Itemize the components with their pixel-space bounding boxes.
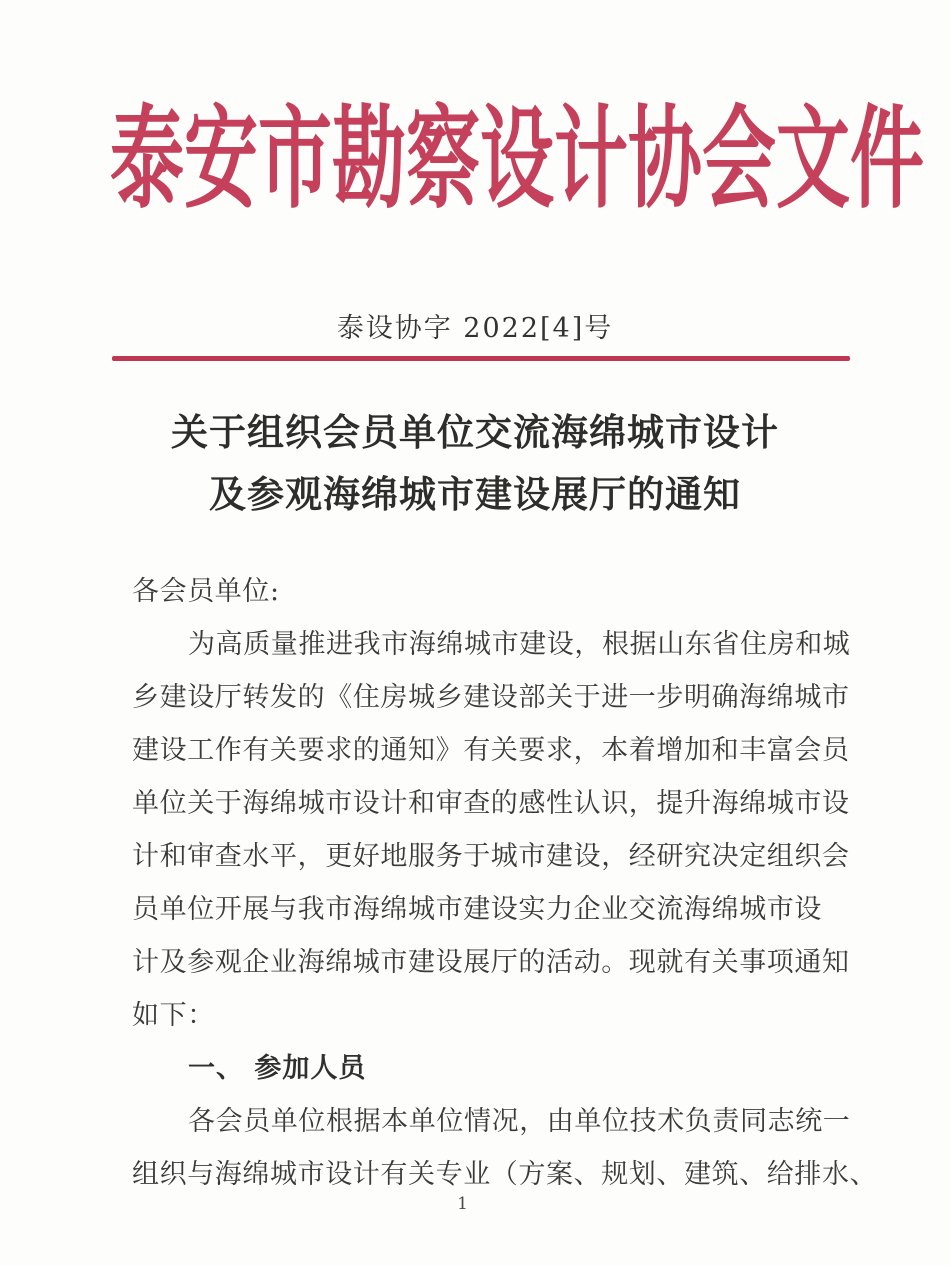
body-line: 建设工作有关要求的通知》有关要求，本着增加和丰富会员 [132, 735, 850, 766]
body-line: 为高质量推进我市海绵城市建设，根据山东省住房和城 [188, 629, 851, 660]
notice-title [0, 402, 950, 526]
body-line: 计和审查水平，更好地服务于城市建设，经研究决定组织会 [132, 841, 850, 872]
page-number: 1 [457, 1194, 468, 1214]
body-line: 计及参观企业海绵城市建设展厅的活动。现就有关事项通知 [132, 947, 850, 978]
document-masthead-title: 泰 安 市 勘 察 设 计 协 会 文 件 [110, 95, 924, 224]
body-line: 员单位开展与我市海绵城市建设实力企业交流海绵城市设 [132, 894, 822, 925]
body-line: 各会员单位根据本单位情况，由单位技术负责同志统一 [188, 1106, 851, 1137]
notice-body [132, 565, 878, 1201]
body-line: 如下： [132, 1000, 215, 1031]
red-separator-rule [112, 356, 850, 361]
salutation-line: 各会员单位: [132, 576, 280, 607]
notice-title-line-1: 关于组织会员单位交流海绵城市设计 [171, 411, 779, 454]
body-line: 乡建设厅转发的《住房城乡建设部关于进一步明确海绵城市 [132, 682, 850, 713]
notice-title-line-2: 及参观海绵城市建设展厅的通知 [209, 473, 741, 516]
body-line: 组织与海绵城市设计有关专业（方案、规划、建筑、给排水、 [132, 1159, 878, 1190]
document-number: 泰设协字 2022[4]号 [336, 313, 614, 344]
body-line: 单位关于海绵城市设计和审查的感性认识，提升海绵城市设 [132, 788, 850, 819]
section-heading-participants: 一、 参加人员 [188, 1053, 367, 1084]
